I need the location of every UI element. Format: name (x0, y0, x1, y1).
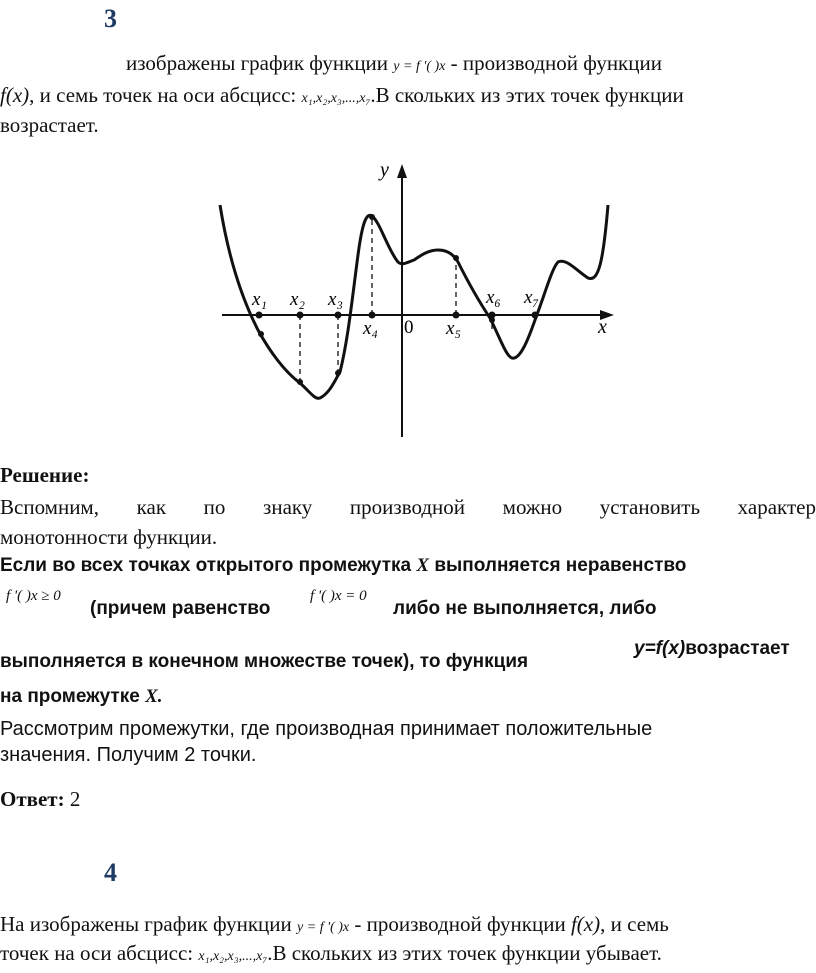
curve-point-x2 (297, 379, 303, 385)
point-x2 (297, 312, 304, 319)
task3-line3: возрастает. (0, 113, 99, 137)
solution-p3: Рассмотрим промежутки, где производная принимает положительные значения. Получим 2 точки. (0, 718, 653, 766)
point-x7 (532, 312, 539, 319)
curve-point-x4 (369, 214, 375, 220)
rule-line3b: y=f(x)возрастает (634, 638, 790, 659)
curve-point-x5 (453, 255, 459, 261)
solution-p1-line2: монотонности функции. (0, 525, 218, 549)
answer: Ответ: 2 (0, 787, 81, 811)
label-x4: x₄ (363, 318, 379, 339)
derivative-graph (200, 150, 620, 450)
label-x5: x₅ (446, 318, 462, 339)
derivative-curve (220, 205, 608, 398)
rule-formula2: f '( )x = 0 (310, 588, 367, 604)
rule-line4: на промежутке X. (0, 686, 163, 707)
label-x7: x₇ (524, 287, 540, 308)
solution-p1-line1: Вспомним, как по знаку производной можно установить характер (0, 495, 816, 519)
curve-point-x6 (489, 317, 495, 323)
rule-line2b: либо не выполняется, либо (393, 598, 657, 619)
rule-formula1: f '( )x ≥ 0 (6, 588, 61, 604)
label-x3: x₃ (328, 289, 344, 310)
task3-number: 3 (104, 4, 117, 33)
label-x1: x₁ (252, 289, 268, 310)
rule-line1: Если во всех точках открытого промежутка X выполняется неравенство (0, 555, 687, 576)
task4-number: 4 (104, 858, 117, 887)
task4-line1: На изображены график функции y = f '( )x - производной функции f(x), и семь (0, 912, 669, 936)
task3-line2: f(x), и семь точек на оси абсцисс: x₁,x₂,x₃,...,x₇.В скольких из этих точек функции (0, 83, 684, 107)
point-x3 (335, 312, 342, 319)
point-x1 (256, 312, 263, 319)
label-x6: x₆ (486, 287, 502, 308)
label-y: y (380, 159, 389, 181)
label-x2: x₂ (290, 289, 306, 310)
curve-point-x3 (335, 370, 341, 376)
label-origin: 0 (404, 317, 414, 338)
y-axis-arrow (397, 164, 407, 178)
rule-line2a: (причем равенство (90, 598, 271, 619)
task3-line1: изображены график функции y = f '( )x - производной функции (126, 51, 662, 75)
label-x: x (598, 316, 607, 338)
curve-point-x1 (258, 331, 264, 337)
solution-heading: Решение: (0, 463, 90, 487)
task4-line2: точек на оси абсцисс: x₁,x₂,x₃,...,x₇.В скольких из этих точек функции убывает. (0, 941, 662, 965)
rule-line3a: выполняется в конечном множестве точек), то функция (0, 651, 529, 672)
